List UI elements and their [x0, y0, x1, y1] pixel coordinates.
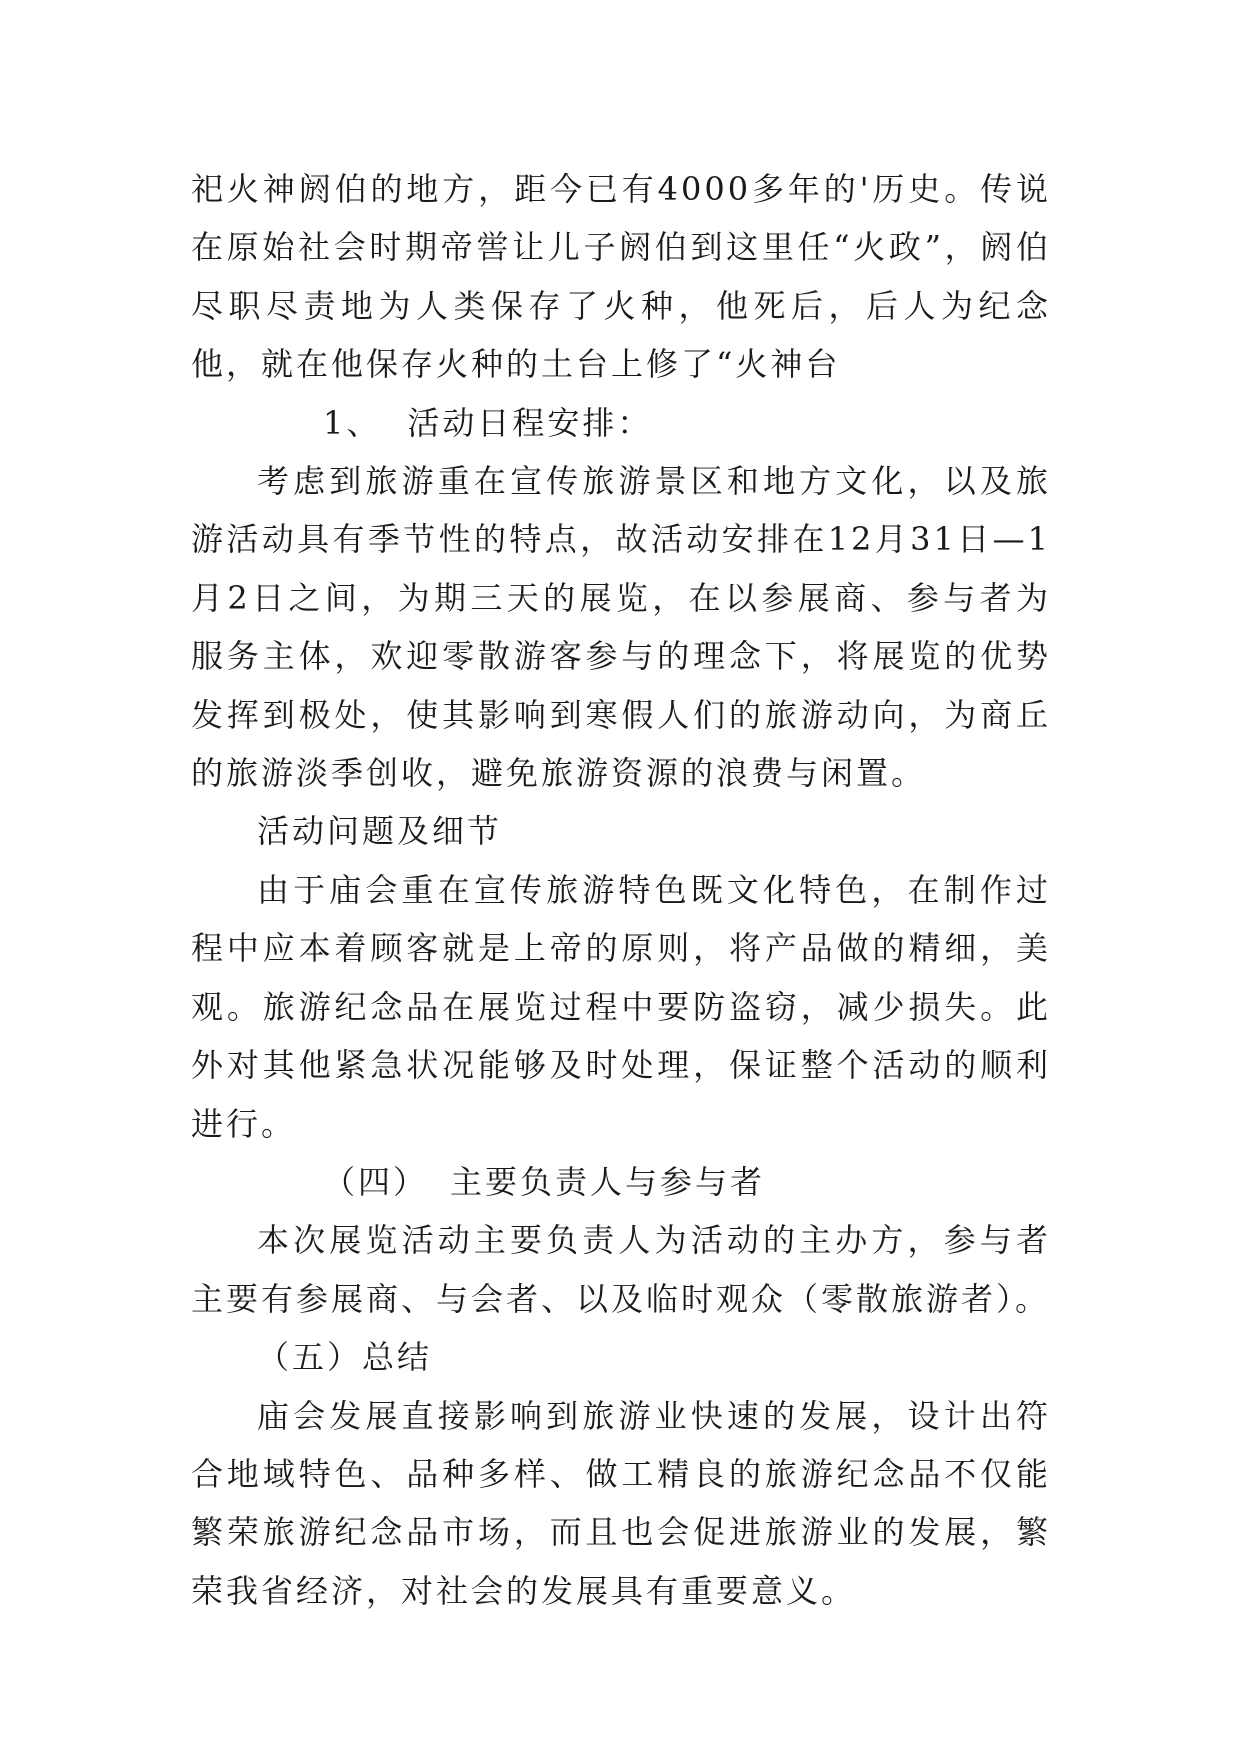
paragraph-issues-details: 由于庙会重在宣传旅游特色既文化特色，在制作过程中应本着顾客就是上帝的原则，将产品做的精细，美观。旅游纪念品在展览过程中要防盗窃，减少损失。此外对其他紧急状况能够及时处理，保证整个活动的顺利进行。	[191, 870, 1051, 1143]
paragraph-summary-details: 庙会发展直接影响到旅游业快速的发展，设计出符合地域特色、品种多样、做工精良的旅游纪念品不仅能繁荣旅游纪念品市场，而且也会促进旅游业的发展，繁荣我省经济，对社会的发展具有重要意义。	[191, 1396, 1051, 1610]
heading-number: 1、	[323, 403, 382, 442]
paragraph-responsible-details: 本次展览活动主要负责人为活动的主办方，参与者主要有参展商、与会者、以及临时观众（零散旅游者）。	[191, 1221, 1051, 1318]
heading-responsible-persons	[191, 1153, 1051, 1211]
heading-summary: （五）总结	[257, 1338, 433, 1377]
heading-title: 主要负责人与参与者	[450, 1162, 766, 1201]
heading-activity-schedule	[191, 394, 1051, 452]
paragraph-schedule-details: 考虑到旅游重在宣传旅游景区和地方文化，以及旅游活动具有季节性的特点，故活动安排在12月31日—1月2日之间，为期三天的展览，在以参展商、参与者为服务主体，欢迎零散游客参与的理念下，将展览的优势发挥到极处，使其影响到寒假人们的旅游动向，为商丘的旅游淡季创收，避免旅游资源的浪费与闲置。	[191, 462, 1051, 793]
heading-activity-issues: 活动问题及细节	[257, 812, 503, 851]
heading-title: 活动日程安排：	[407, 403, 653, 442]
heading-number: （四）	[323, 1162, 429, 1201]
document-body	[191, 160, 1051, 1620]
paragraph-fire-god-history: 祀火神阏伯的地方，距今已有4000多年的'历史。传说在原始社会时期帝喾让儿子阏伯到这里任“火政”，阏伯尽职尽责地为人类保存了火种，他死后，后人为纪念他，就在他保存火种的土台上修了“火神台	[191, 170, 1051, 384]
